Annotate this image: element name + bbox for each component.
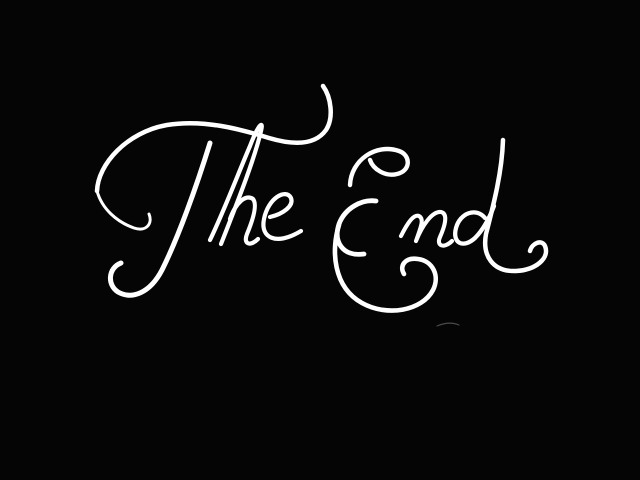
film-speck — [437, 323, 459, 326]
t-stem-stroke — [110, 143, 210, 295]
capital-e-middle-stroke — [337, 201, 376, 255]
n-stroke — [401, 212, 452, 246]
t-crossbar-stroke — [97, 86, 331, 191]
d-ascender-stroke — [485, 140, 546, 271]
h-stroke — [210, 125, 262, 244]
e-stroke — [263, 194, 301, 239]
capital-e-top-stroke — [350, 149, 408, 185]
t-left-hook-stroke — [97, 191, 150, 229]
capital-e-bottom-stroke — [335, 225, 436, 311]
